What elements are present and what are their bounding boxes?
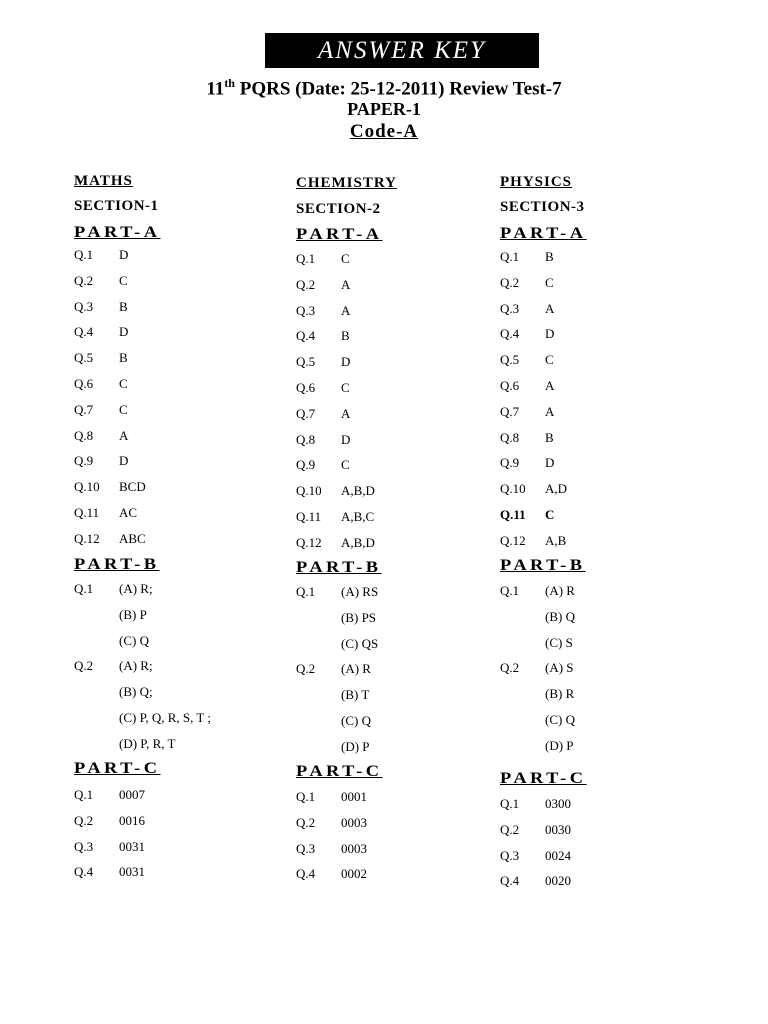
answer-value: C <box>341 457 350 473</box>
question-number: Q.5 <box>500 352 520 368</box>
class-superscript: th <box>224 76 235 90</box>
answer-value: 0031 <box>119 864 145 880</box>
answer-value: D <box>119 324 129 340</box>
part-heading: PART-C <box>296 763 383 780</box>
part-heading: PART-C <box>74 760 161 777</box>
answer-value: A <box>341 405 351 421</box>
question-number: Q.1 <box>296 584 316 599</box>
answer-value: A <box>119 427 129 443</box>
part-heading: PART-C <box>500 770 587 787</box>
answer-key-banner: ANSWER KEY <box>265 33 539 68</box>
answer-value: (A) R; <box>119 658 153 674</box>
answer-value: A <box>545 300 555 316</box>
answer-value: (A) S <box>545 660 574 676</box>
part-heading: PART-B <box>500 557 586 574</box>
answer-value: (C) QS <box>341 635 379 651</box>
answer-value: (C) Q <box>341 713 371 728</box>
question-number: Q.2 <box>74 812 94 828</box>
paper-label: PAPER-1 <box>347 99 421 119</box>
class-number: 11 <box>206 78 225 100</box>
question-number: Q.3 <box>500 300 520 316</box>
answer-value: B <box>341 328 350 344</box>
question-number: Q.1 <box>500 583 520 598</box>
question-number: Q.12 <box>296 534 322 550</box>
answer-value: C <box>341 380 350 395</box>
question-number: Q.1 <box>74 247 94 262</box>
answer-value: D <box>119 453 129 469</box>
answer-value: (B) Q; <box>119 684 153 700</box>
answer-value: B <box>545 429 554 445</box>
question-number: Q.3 <box>296 302 316 318</box>
question-number: Q.3 <box>74 298 94 314</box>
question-number: Q.1 <box>500 796 520 811</box>
answer-value: D <box>119 247 129 262</box>
chemistry-column <box>296 0 526 1024</box>
question-number: Q.11 <box>74 505 100 520</box>
answer-value: C <box>119 401 128 417</box>
question-number: Q.6 <box>74 376 94 391</box>
answer-value: D <box>545 326 555 342</box>
answer-value: B <box>545 249 554 264</box>
answer-value: C <box>545 352 554 368</box>
answer-value: A <box>545 378 555 393</box>
question-number: Q.4 <box>296 866 316 882</box>
question-number: Q.2 <box>296 276 316 292</box>
answer-value: C <box>119 376 128 391</box>
question-number: Q.12 <box>500 532 526 548</box>
question-number: Q.11 <box>500 507 526 522</box>
answer-value: C <box>119 272 128 288</box>
answer-value: 0020 <box>545 873 571 889</box>
question-number: Q.5 <box>74 350 94 366</box>
question-number: Q.6 <box>500 378 520 393</box>
answer-value: C <box>545 274 554 290</box>
title-rest: PQRS (Date: 25-12-2011) Review Test-7 <box>234 78 562 100</box>
answer-value: 0003 <box>341 814 367 830</box>
answer-value: 0001 <box>341 789 367 804</box>
question-number: Q.2 <box>74 272 94 288</box>
answer-value: ABC <box>119 530 146 546</box>
question-number: Q.12 <box>74 530 100 546</box>
answer-value: (A) R <box>545 583 575 598</box>
answer-value: (D) P, R, T <box>119 735 176 751</box>
question-number: Q.2 <box>296 661 316 677</box>
answer-value: A,B <box>545 532 567 548</box>
question-number: Q.10 <box>296 483 322 499</box>
question-number: Q.3 <box>296 840 316 856</box>
answer-value: (B) R <box>545 686 575 702</box>
question-number: Q.5 <box>296 354 316 370</box>
question-number: Q.9 <box>74 453 94 469</box>
answer-value: (C) Q <box>545 712 575 727</box>
answer-value: (B) P <box>119 606 147 622</box>
answer-value: 0016 <box>119 812 145 828</box>
question-number: Q.2 <box>500 821 520 837</box>
answer-value: (D) P <box>341 738 370 754</box>
question-number: Q.2 <box>500 274 520 290</box>
question-number: Q.10 <box>74 479 100 495</box>
question-number: Q.7 <box>500 403 520 419</box>
answer-value: 0024 <box>545 847 571 863</box>
answer-value: A <box>341 302 351 318</box>
question-number: Q.3 <box>500 847 520 863</box>
question-number: Q.11 <box>296 509 322 524</box>
question-number: Q.1 <box>296 789 316 804</box>
answer-value: D <box>341 431 351 447</box>
part-heading: PART-B <box>74 556 160 573</box>
answer-value: 0007 <box>119 787 145 802</box>
question-number: Q.1 <box>296 251 316 266</box>
section-heading: SECTION-3 <box>500 199 585 215</box>
section-heading: SECTION-2 <box>296 201 381 217</box>
answer-value: A,B,C <box>341 509 375 524</box>
answer-value: C <box>545 507 555 522</box>
question-number: Q.9 <box>500 455 520 471</box>
question-number: Q.6 <box>296 380 316 395</box>
answer-value: (D) P <box>545 737 574 753</box>
question-number: Q.4 <box>500 873 520 889</box>
answer-value: D <box>545 455 555 471</box>
question-number: Q.4 <box>74 864 94 880</box>
answer-value: 0002 <box>341 866 367 882</box>
answer-value: A,B,D <box>341 483 375 499</box>
answer-value: AC <box>119 505 138 520</box>
answer-value: C <box>341 251 350 266</box>
question-number: Q.2 <box>74 658 94 674</box>
question-number: Q.1 <box>500 249 520 264</box>
question-number: Q.8 <box>74 427 94 443</box>
question-number: Q.4 <box>500 326 520 342</box>
question-number: Q.4 <box>296 328 316 344</box>
answer-value: 0031 <box>119 838 145 854</box>
question-number: Q.2 <box>500 660 520 676</box>
answer-value: (A) R; <box>119 581 153 596</box>
question-number: Q.7 <box>296 405 316 421</box>
question-number: Q.8 <box>296 431 316 447</box>
physics-column <box>500 0 730 1024</box>
question-number: Q.3 <box>74 838 94 854</box>
answer-value: A <box>341 276 351 292</box>
question-number: Q.1 <box>74 581 94 596</box>
answer-value: BCD <box>119 479 146 495</box>
question-number: Q.9 <box>296 457 316 473</box>
answer-value: (C) P, Q, R, S, T ; <box>119 710 211 725</box>
answer-value: (B) PS <box>341 609 377 625</box>
answer-value: (A) R <box>341 661 371 677</box>
maths-column <box>74 0 304 1024</box>
subject-heading: MATHS <box>74 173 133 189</box>
answer-value: (B) Q <box>545 608 575 624</box>
answer-value: (C) S <box>545 634 573 650</box>
answer-value: (A) RS <box>341 584 379 599</box>
question-number: Q.7 <box>74 401 94 417</box>
answer-value: (B) T <box>341 687 370 703</box>
part-heading: PART-B <box>296 559 382 576</box>
answer-value: 0003 <box>341 840 367 856</box>
answer-value: 0300 <box>545 796 571 811</box>
question-number: Q.8 <box>500 429 520 445</box>
question-number: Q.10 <box>500 481 526 497</box>
part-heading: PART-A <box>500 225 587 242</box>
answer-value: A,B,D <box>341 534 375 550</box>
subject-heading: CHEMISTRY <box>296 175 397 191</box>
answer-value: 0030 <box>545 821 571 837</box>
question-number: Q.2 <box>296 814 316 830</box>
answer-value: D <box>341 354 351 370</box>
subject-heading: PHYSICS <box>500 174 573 190</box>
answer-value: B <box>119 350 128 366</box>
code-text: Code-A <box>349 121 419 142</box>
part-heading: PART-A <box>296 226 383 243</box>
question-number: Q.4 <box>74 324 94 340</box>
answer-value: B <box>119 298 128 314</box>
answer-value: (C) Q <box>119 632 149 648</box>
answer-value: A,D <box>545 481 568 497</box>
answer-value: A <box>545 403 555 419</box>
part-heading: PART-A <box>74 224 161 241</box>
section-heading: SECTION-1 <box>74 198 159 214</box>
question-number: Q.1 <box>74 787 94 802</box>
